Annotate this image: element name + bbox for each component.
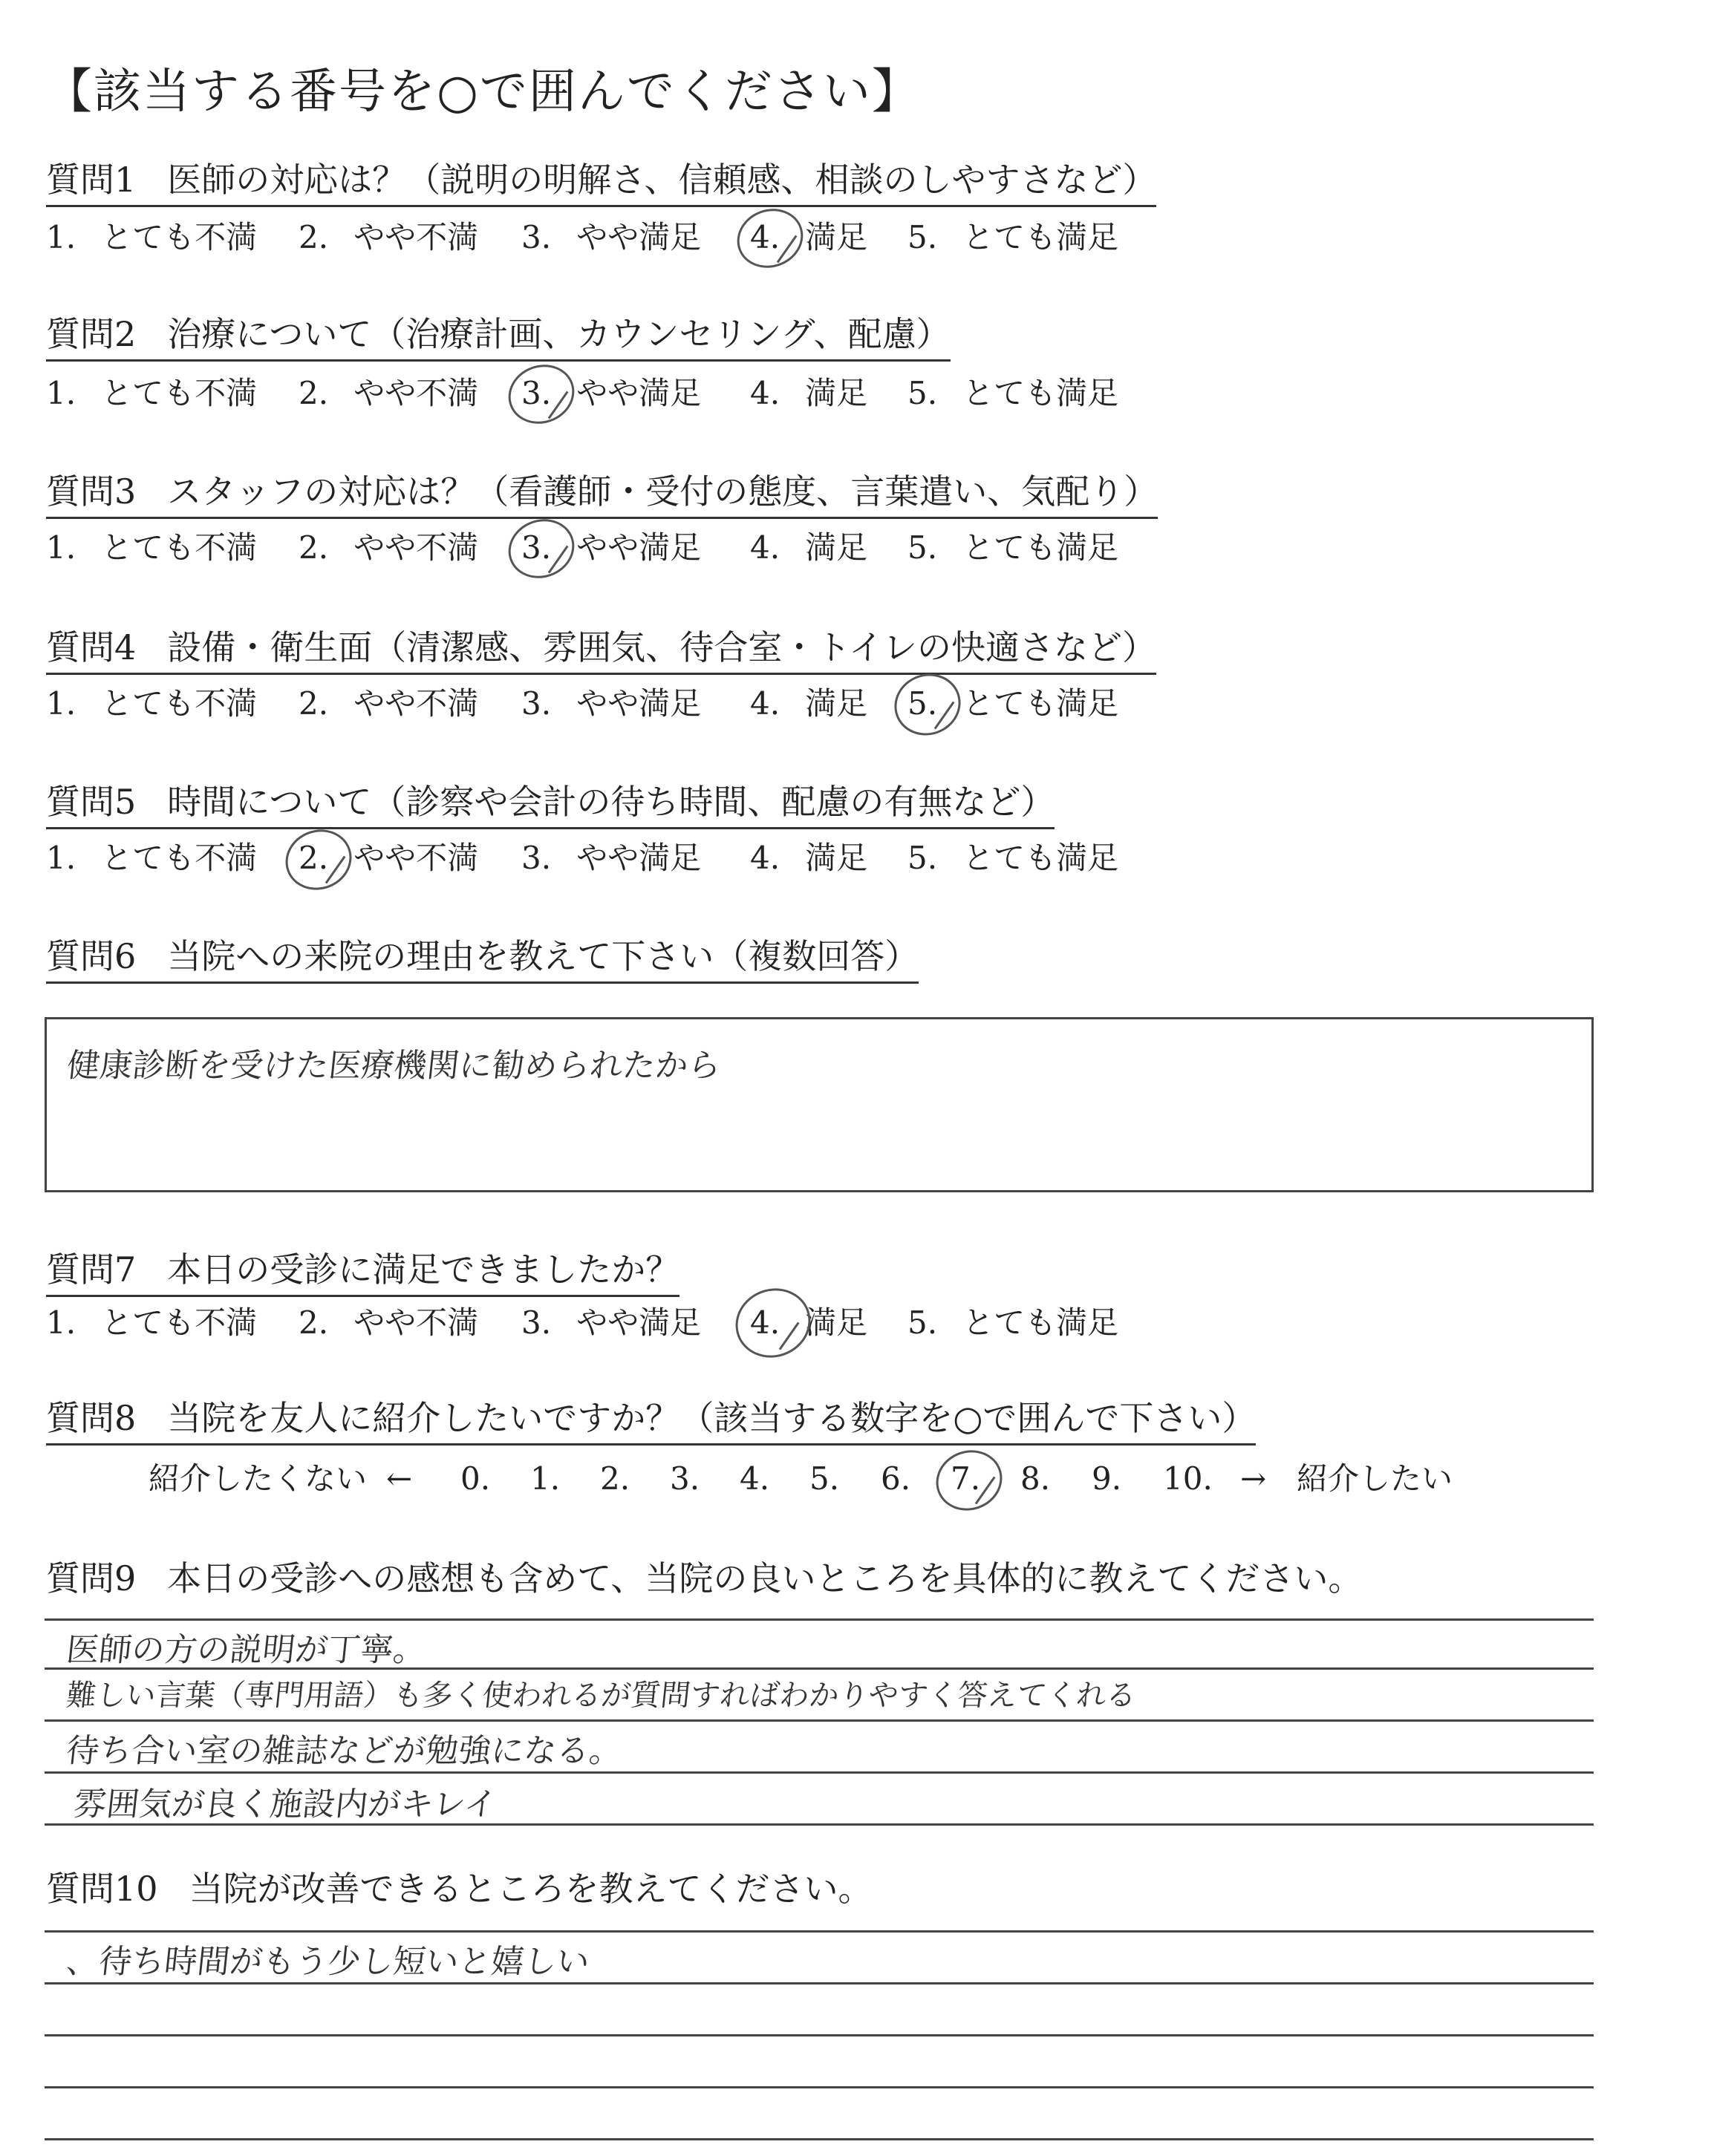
q9-line-1 [45,1667,1594,1670]
scale-value-8[interactable]: 8. [1020,1460,1051,1497]
scale-value-5[interactable]: 5. [809,1460,840,1497]
question-9-heading [46,1556,1362,1601]
q9-answer-line-2: 難しい言葉（専門用語）も多く使われるが質問すればわかりやすく答えてくれる [65,1679,1138,1713]
option-4[interactable]: 4. 満足 [750,1304,868,1341]
scale-value-6[interactable]: 6. [881,1460,911,1497]
q6-handwritten-answer: 健康診断を受けた医療機関に勧められたから [65,1047,723,1085]
q9-line-2 [45,1719,1594,1722]
scale-left-label: 紹介したくない [149,1460,368,1497]
answer-circle-q8 [928,1441,1011,1520]
option-1[interactable]: 1. とても不満 [46,219,258,255]
question-5-text: 時間について（診察や会計の待ち時間、配慮の有無など） [167,782,1055,822]
option-4[interactable]: 4. 満足 [750,219,868,255]
scale-value-7[interactable]: 7. [951,1460,981,1497]
option-1[interactable]: 1. とても不満 [46,1304,258,1341]
option-5[interactable]: 5. とても満足 [907,219,1119,255]
q9-line-3 [45,1771,1594,1774]
scale-right-label: 紹介したい [1297,1460,1453,1497]
scale-value-10[interactable]: 10. [1163,1460,1213,1497]
question-1-heading [46,157,1156,207]
form-title: 【該当する番号を○で囲んでください】 [45,65,921,120]
question-4-heading [46,625,1156,675]
question-2-heading [46,312,951,362]
question-9-text: 本日の受診への感想も含めて、当院の良いところを具体的に教えてください。 [167,1558,1363,1598]
answer-circle-q4 [886,664,970,745]
question-4-number: 質問4 [46,627,137,667]
question-9-number: 質問9 [46,1558,137,1598]
question-6-heading [46,934,919,984]
option-5[interactable]: 5. とても満足 [907,375,1119,411]
option-3[interactable]: 3. やや満足 [521,529,702,566]
q10-line-4 [45,2138,1594,2140]
scale-value-1[interactable]: 1. [530,1460,561,1497]
option-4[interactable]: 4. 満足 [750,529,868,566]
option-2[interactable]: 2. やや不満 [299,840,479,876]
question-10-heading [46,1866,873,1911]
q10-line-1 [45,1982,1594,1984]
q10-line-top [45,1930,1594,1933]
question-4-text: 設備・衛生面（清潔感、雰囲気、待合室・トイレの快適さなど） [167,627,1156,667]
scale-value-0[interactable]: 0. [460,1460,491,1497]
option-2[interactable]: 2. やや不満 [299,375,479,411]
question-8-heading [46,1396,1256,1446]
scale-value-4[interactable]: 4. [740,1460,770,1497]
q10-answer-line-1: 、待ち時間がもう少し短いと嬉しい [64,1943,592,1981]
arrow-left-icon: ← [386,1460,413,1497]
question-3-text: スタッフの対応は？（看護師・受付の態度、言葉遣い、気配り） [167,471,1158,512]
scale-value-3[interactable]: 3. [670,1460,700,1497]
question-5-number: 質問5 [46,782,137,822]
question-6-text: 当院への来院の理由を教えて下さい（複数回答） [167,936,919,976]
q9-line-top [45,1618,1594,1621]
question-7-number: 質問7 [46,1250,137,1290]
option-1[interactable]: 1. とても不満 [46,840,258,876]
question-2-number: 質問2 [46,314,137,354]
option-1[interactable]: 1. とても不満 [46,529,258,566]
answer-circle-q5 [277,820,360,899]
option-4[interactable]: 4. 満足 [750,840,868,876]
q9-answer-line-1: 医師の方の説明が丁寧。 [64,1631,428,1669]
q9-answer-line-4: 雰囲気が良く施設内がキレイ [71,1786,499,1823]
option-1[interactable]: 1. とても不満 [46,685,258,722]
option-3[interactable]: 3. やや満足 [521,685,702,722]
option-2[interactable]: 2. やや不満 [299,219,479,255]
question-8-number: 質問8 [46,1398,137,1438]
q10-line-2 [45,2034,1594,2036]
option-3[interactable]: 3. やや満足 [521,1304,702,1341]
question-6-number: 質問6 [46,936,137,976]
question-3-number: 質問3 [46,471,137,512]
question-1-text: 医師の対応は？（説明の明解さ、信頼感、相談のしやすさなど） [167,160,1157,200]
option-1[interactable]: 1. とても不満 [46,375,258,411]
answer-circle-q3 [500,510,582,587]
option-3[interactable]: 3. やや満足 [521,375,702,411]
q6-answer-box[interactable] [45,1017,1594,1192]
option-5[interactable]: 5. とても満足 [907,685,1119,722]
question-2-text: 治療について（治療計画、カウンセリング、配慮） [167,314,951,354]
question-10-text: 当院が改善できるところを教えてください。 [189,1869,873,1909]
question-7-heading [46,1247,679,1297]
scale-value-2[interactable]: 2. [600,1460,630,1497]
option-2[interactable]: 2. やや不満 [299,1304,479,1341]
question-8-text: 当院を友人に紹介したいですか？（該当する数字を○で囲んで下さい） [167,1398,1257,1438]
question-7-text: 本日の受診に満足できましたか？ [167,1250,680,1290]
question-3-heading [46,469,1158,519]
option-4[interactable]: 4. 満足 [750,685,868,722]
arrow-right-icon: → [1240,1460,1267,1497]
q9-answer-line-3: 待ち合い室の雑誌などが勉強になる。 [64,1732,625,1770]
question-10-number: 質問10 [46,1869,158,1909]
option-2[interactable]: 2. やや不満 [299,529,479,566]
scale-value-9[interactable]: 9. [1092,1460,1122,1497]
option-2[interactable]: 2. やや不満 [299,685,479,722]
option-3[interactable]: 3. やや満足 [521,840,702,876]
question-5-heading [46,780,1055,829]
q9-line-4 [45,1823,1594,1826]
question-1-number: 質問1 [46,160,137,200]
answer-circle-q7 [726,1278,820,1368]
option-5[interactable]: 5. とても満足 [907,1304,1119,1341]
answer-circle-q2 [500,356,582,433]
option-3[interactable]: 3. やや満足 [521,219,702,255]
q10-line-3 [45,2086,1594,2088]
answer-circle-q1 [729,200,811,277]
option-4[interactable]: 4. 満足 [750,375,868,411]
option-5[interactable]: 5. とても満足 [907,840,1119,876]
option-5[interactable]: 5. とても満足 [907,529,1119,566]
